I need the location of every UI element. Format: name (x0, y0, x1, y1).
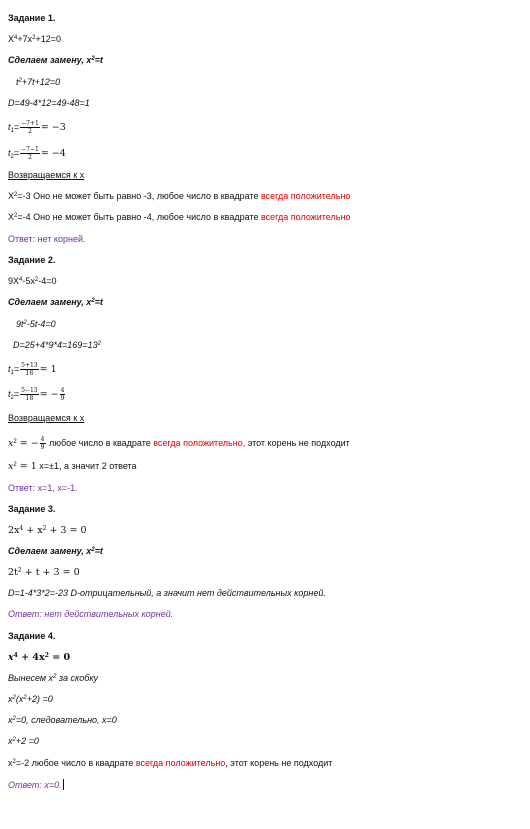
task-4-factor-out: Вынесем $x^2$ за скобку (8, 673, 99, 683)
task-2-substitution: Сделаем замену, $x^2=t$ (8, 297, 103, 307)
task-1-root-2: $t_2=$ $\frac{-7-1}{2}$ = −4 (8, 146, 66, 161)
task-2-root-1: $t_1=$ $\frac{5+13}{18}$ = 1 (8, 362, 57, 377)
task-1-answer: Ответ: нет корней. (8, 234, 86, 244)
task-2-answer: Ответ: x=1, x=-1. (8, 483, 78, 493)
task-3-title: Задание 3. (8, 504, 56, 514)
task-1-root-1: $t_1=$ $\frac{-7+1}{2}$ = −3 (8, 120, 66, 135)
task-3-discriminant: D=1-4*3*2=-23 D-отрицательный, а значит нет действительных корней. (8, 588, 326, 598)
task-3-equation: $2x^4 + x^2 + 3 = 0$ (8, 525, 87, 536)
task-3-substitution: Сделаем замену, $x^2=t$ (8, 546, 103, 556)
task-3-t-equation: $2t^2 + t + 3 = 0$ (8, 567, 80, 578)
task-1-discriminant: D=49-4*12=49-48=1 (8, 98, 90, 108)
task-2-discriminant: $D=25+4*9*4=169=13^2$ (13, 340, 101, 350)
task-2-back-to-x: Возвращаемся к x (8, 413, 85, 423)
text-cursor (63, 779, 64, 790)
task-2-root-2: $t_2=$ $\frac{5-13}{18}$ = − $\frac{4}{9}$ (8, 387, 65, 402)
task-2-case-2: $x^2 = 1$ x=±1, а значит 2 ответа (8, 461, 137, 472)
task-1-back-to-x: Возвращаемся к x (8, 170, 85, 180)
task-1-equation: $X^4+7x^2+12=0$ (8, 34, 61, 44)
task-2-case-1: $x^2$ = − $\frac{4}{9}$ любое число в квадрате всегда положительно, этот корень не подходит (8, 436, 350, 451)
task-1-t-equation: $t^2+7t+12=0$ (16, 77, 61, 87)
task-2-equation: $9X^4-5x^2-4=0$ (8, 276, 57, 286)
task-4-factored: $x^2(x^2+2) =0$ (8, 694, 53, 704)
task-4-case-2: $x^2=-2$ любое число в квадрате всегда положительно, этот корень не подходит (8, 758, 333, 768)
task-4-title: Задание 4. (8, 631, 56, 641)
task-1-substitution: Сделаем замену, $x^2=t$ (8, 55, 103, 65)
task-4-case-1: $x^2=0$, следовательно, x=0 (8, 715, 117, 725)
task-1-case-1: $X^2=-3$ Оно не может быть равно -3, любое число в квадрате всегда положительно (8, 191, 351, 201)
task-4-answer: Ответ: x=0. (8, 780, 62, 790)
task-3-answer: Ответ: нет действительных корней. (8, 609, 174, 619)
task-2-t-equation: $9t^2-5t-4=0$ (16, 319, 56, 329)
task-1-title: Задание 1. (8, 13, 56, 23)
task-4-equation: $x^4 + 4x^2 = 0$ (8, 652, 71, 663)
task-2-title: Задание 2. (8, 255, 56, 265)
task-4-case-2-equation: $x^2+2 =0$ (8, 736, 39, 746)
task-1-case-2: $X^2=-4$ Оно не может быть равно -4, любое число в квадрате всегда положительно (8, 212, 351, 222)
